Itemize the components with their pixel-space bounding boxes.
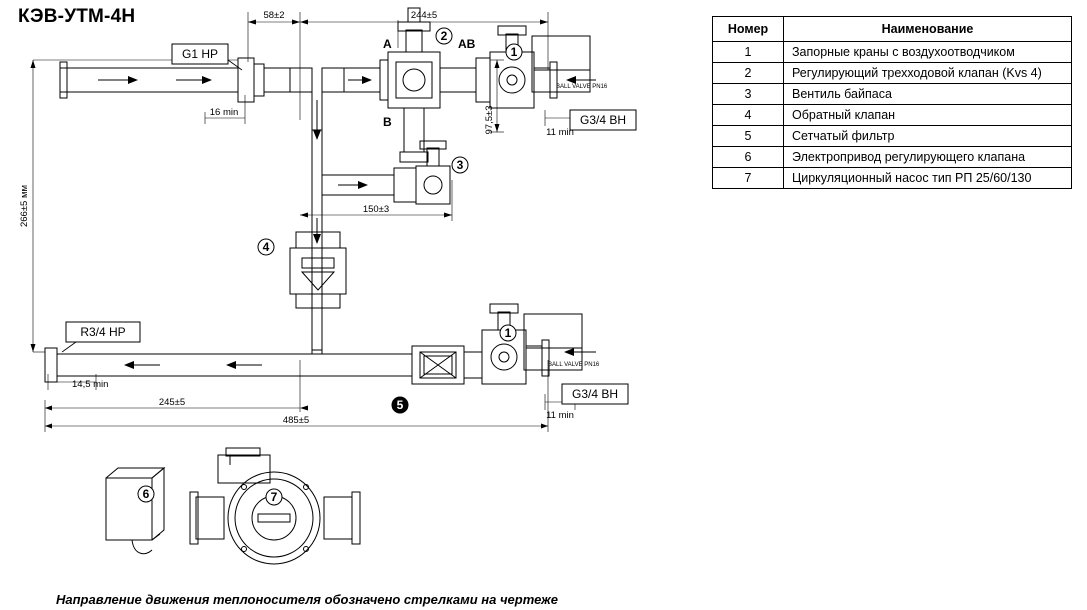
legend-row-name: Регулирующий трехходовой клапан (Kvs 4)	[784, 63, 1072, 84]
legend-header-name: Наименование	[784, 17, 1072, 42]
svg-text:5: 5	[396, 398, 404, 412]
svg-text:1: 1	[510, 45, 518, 59]
svg-text:A: A	[383, 37, 392, 51]
svg-text:4: 4	[262, 240, 270, 254]
svg-text:B: B	[383, 115, 392, 129]
legend-row-number: 5	[713, 126, 784, 147]
label-r34-hp: R3/4 HP	[80, 325, 126, 339]
table-row	[713, 42, 1072, 63]
table-row	[713, 168, 1072, 189]
table-row	[713, 84, 1072, 105]
label-g34-bh-top: G3/4 BH	[579, 113, 627, 127]
svg-text:58±2: 58±2	[263, 10, 285, 21]
footnote-text: Направление движения теплоносителя обозначено стрелками на чертеже	[56, 592, 558, 607]
legend-header-row	[713, 17, 1072, 42]
legend-row-name: Вентиль байпаса	[784, 84, 1072, 105]
svg-text:AB: AB	[458, 37, 476, 51]
svg-text:485±5: 485±5	[282, 415, 310, 426]
legend-row-number: 2	[713, 63, 784, 84]
svg-text:BALL VALVE PN16: BALL VALVE PN16	[548, 362, 600, 368]
legend-row-name: Электропривод регулирующего клапана	[784, 147, 1072, 168]
svg-text:14,5 min: 14,5 min	[72, 379, 109, 390]
legend-row-name: Запорные краны с воздухоотводчиком	[784, 42, 1072, 63]
label-g34-bh-bottom: G3/4 BH	[571, 387, 619, 401]
legend-header-number: Номер	[713, 17, 784, 42]
svg-text:7: 7	[270, 490, 278, 504]
svg-text:1: 1	[504, 326, 512, 340]
svg-text:244±5: 244±5	[410, 10, 438, 21]
svg-text:3: 3	[456, 158, 464, 172]
svg-text:BALL VALVE PN16: BALL VALVE PN16	[556, 84, 608, 90]
svg-text:150±3: 150±3	[362, 204, 390, 215]
table-row	[713, 105, 1072, 126]
label-g1-hp: G1 HP	[181, 47, 219, 61]
svg-text:6: 6	[142, 487, 150, 501]
svg-text:16 min: 16 min	[209, 107, 239, 118]
page-title: КЭВ-УТМ-4Н	[18, 6, 136, 27]
svg-text:266±5 мм: 266±5 мм	[19, 184, 30, 228]
svg-text:11 min: 11 min	[546, 127, 574, 138]
legend-row-number: 6	[713, 147, 784, 168]
table-row	[713, 63, 1072, 84]
legend-table	[712, 16, 1072, 189]
legend-row-name: Циркуляционный насос тип РП 25/60/130	[784, 168, 1072, 189]
legend-row-name: Обратный клапан	[784, 105, 1072, 126]
table-row	[713, 147, 1072, 168]
svg-text:97,5±3: 97,5±3	[484, 105, 495, 135]
legend-row-name: Сетчатый фильтр	[784, 126, 1072, 147]
svg-text:11 min: 11 min	[546, 410, 574, 421]
svg-text:2: 2	[440, 29, 448, 43]
legend-row-number: 7	[713, 168, 784, 189]
legend-row-number: 1	[713, 42, 784, 63]
legend-row-number: 3	[713, 84, 784, 105]
legend-row-number: 4	[713, 105, 784, 126]
svg-text:245±5: 245±5	[158, 397, 186, 408]
table-row	[713, 126, 1072, 147]
